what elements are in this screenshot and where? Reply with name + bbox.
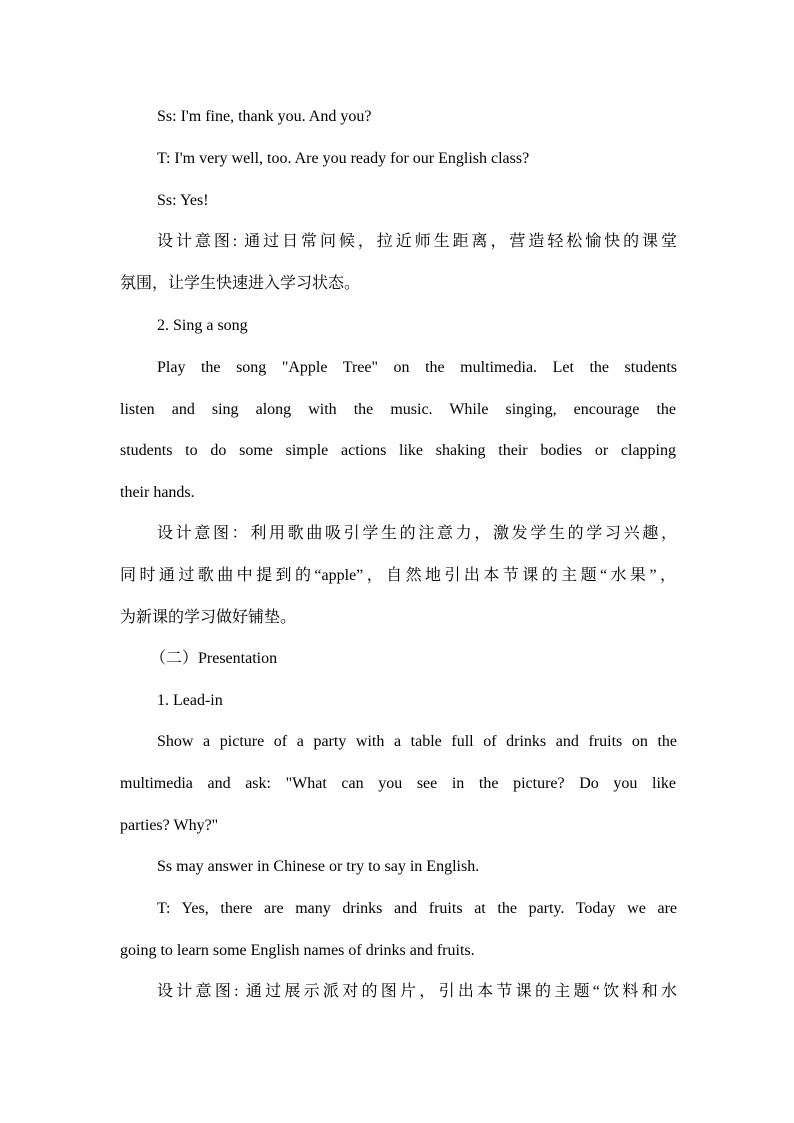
design-intent-paragraph: 设计意图: 通过展示派对的图片，引出本节课的主题“饮料和水 [157,983,677,1000]
section-heading: 2. Sing a song [157,317,248,334]
body-paragraph: Show a picture of a party with a table full of drinks and fruits on the [157,733,677,750]
dialogue-line: Ss: Yes! [157,192,209,209]
design-intent-paragraph: 设计意图：利用歌曲吸引学生的注意力，激发学生的学习兴趣， [157,525,677,542]
body-paragraph: multimedia and ask: "What can you see in the picture? Do you like [120,775,676,792]
body-paragraph: their hands. [120,484,195,501]
design-intent-paragraph: 设计意图: 通过日常问候，拉近师生距离，营造轻松愉快的课堂 [157,233,677,250]
design-intent-paragraph: 氛围，让学生快速进入学习状态。 [120,275,361,292]
dialogue-line: T: I'm very well, too. Are you ready for our English class? [157,150,530,167]
section-heading: （二）Presentation [150,650,278,667]
body-paragraph: Play the song "Apple Tree" on the multimedia. Let the students [157,359,677,376]
design-intent-paragraph: 为新课的学习做好铺垫。 [120,609,297,626]
design-intent-paragraph: 同时通过歌曲中提到的“apple”，自然地引出本节课的主题“水果”， [120,567,676,584]
subsection-heading: 1. Lead-in [157,692,223,709]
body-paragraph: Ss may answer in Chinese or try to say in English. [157,858,480,875]
dialogue-line: Ss: I'm fine, thank you. And you? [157,108,372,125]
dialogue-line: T: Yes, there are many drinks and fruits at the party. Today we are [157,900,677,917]
body-paragraph: listen and sing along with the music. While singing, encourage the [120,401,676,418]
body-paragraph: students to do some simple actions like shaking their bodies or clapping [120,442,676,459]
body-paragraph: parties? Why?" [120,817,219,834]
dialogue-line: going to learn some English names of drinks and fruits. [120,942,475,959]
